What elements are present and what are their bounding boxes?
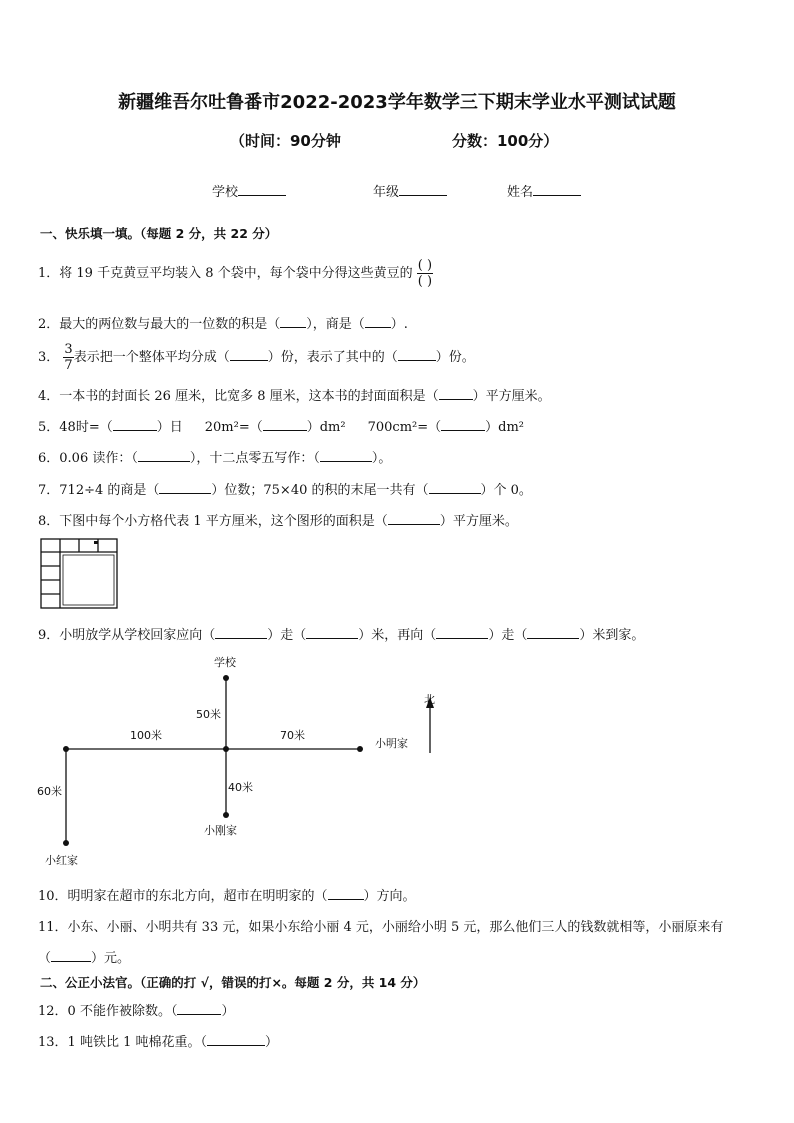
exam-score: 分数：100分） <box>452 132 559 150</box>
question-1 <box>38 258 433 289</box>
answer-blank[interactable] <box>177 1003 221 1015</box>
question-8 <box>38 510 518 529</box>
crossing-point <box>223 746 229 752</box>
answer-blank[interactable] <box>159 482 211 494</box>
question-3-text-c: ）份。 <box>435 350 475 365</box>
question-9-text-b: ）走（ <box>267 628 307 643</box>
question-5-text-a: 5．48时=（ <box>38 420 113 435</box>
area-grid-figure <box>40 538 120 610</box>
question-5-text-c: 20m²=（ <box>204 420 263 435</box>
question-5 <box>38 416 524 435</box>
question-6-text-c: ）。 <box>371 451 392 466</box>
answer-blank[interactable] <box>388 513 440 525</box>
question-5-text-d: ）dm² <box>306 420 346 435</box>
school-point <box>223 675 229 681</box>
question-4-text-a: 4．一本书的封面长 26 厘米，比宽多 8 厘米，这本书的封面面积是（ <box>38 389 439 404</box>
xiaogang-home-point <box>223 812 229 818</box>
school-label: 学校 <box>212 185 239 200</box>
section-2-heading: 二、公正小法官。（正确的打 √，错误的打×。每题 2 分，共 14 分） <box>40 975 426 990</box>
answer-blank[interactable] <box>328 888 364 900</box>
question-8-text-a: 8．下图中每个小方格代表 1 平方厘米，这个图形的面积是（ <box>38 514 388 529</box>
question-10 <box>38 885 416 904</box>
question-10-text-b: ）方向。 <box>363 889 416 904</box>
question-7 <box>38 479 532 498</box>
corner-point <box>63 746 69 752</box>
name-label: 姓名 <box>507 185 534 200</box>
answer-blank[interactable] <box>215 627 267 639</box>
answer-blank[interactable] <box>365 316 391 328</box>
fraction-numerator: ( ) <box>417 258 433 273</box>
answer-blank[interactable] <box>436 627 488 639</box>
question-3-number: 3． <box>38 350 60 365</box>
question-13-text-b: ） <box>264 1035 278 1050</box>
question-2-text-c: ）. <box>390 317 408 332</box>
xiaogang-home-label: 小刚家 <box>204 824 237 837</box>
answer-blank[interactable] <box>439 388 473 400</box>
question-3-text-a: 表示把一个整体平均分成（ <box>73 350 230 365</box>
distance-50m: 50米 <box>196 708 221 721</box>
route-map <box>30 650 460 872</box>
question-2-text-b: ），商是（ <box>306 317 365 332</box>
question-1-text: 1．将 19 千克黄豆平均装入 8 个袋中，每个袋中分得这些黄豆的 <box>38 266 413 281</box>
answer-blank[interactable] <box>429 482 481 494</box>
question-2 <box>38 313 408 332</box>
question-4 <box>38 385 551 404</box>
xiaoming-home-point <box>357 746 363 752</box>
exam-time: （时间：90分钟 <box>230 132 341 150</box>
question-11-text: 11．小东、小丽、小明共有 33 元，如果小东给小丽 4 元，小丽给小明 5 元，那么他们三人的钱数就相等，小丽原来有 <box>38 920 724 935</box>
question-13 <box>38 1031 278 1050</box>
question-6-text-a: 6．0.06 读作：（ <box>38 451 138 466</box>
distance-70m: 70米 <box>280 729 305 742</box>
question-3 <box>38 342 475 373</box>
name-blank[interactable] <box>533 184 581 196</box>
distance-100m: 100米 <box>130 729 162 742</box>
question-7-text-c: ）个 0。 <box>480 483 532 498</box>
school-label: 学校 <box>214 656 236 669</box>
question-3-text-b: ）份，表示了其中的（ <box>267 350 398 365</box>
answer-blank[interactable] <box>527 627 579 639</box>
question-11-text-a: （ <box>38 951 52 966</box>
north-label: 北 <box>424 693 435 706</box>
distance-40m: 40米 <box>228 781 253 794</box>
xiaohong-home-point <box>63 840 69 846</box>
question-9-text-c: ）米，再向（ <box>358 628 437 643</box>
question-9-text-e: ）米到家。 <box>579 628 645 643</box>
question-6-text-b: ），十二点零五写作：（ <box>189 451 320 466</box>
answer-blank[interactable] <box>398 349 436 361</box>
question-2-text-a: 2．最大的两位数与最大的一位数的积是（ <box>38 317 281 332</box>
question-1-fraction[interactable] <box>417 258 433 289</box>
grade-field <box>373 181 447 200</box>
fraction-denominator: 7 <box>64 358 73 373</box>
question-7-text-a: 7．712÷4 的商是（ <box>38 483 160 498</box>
grade-blank[interactable] <box>399 184 447 196</box>
grade-label: 年级 <box>373 185 400 200</box>
answer-blank[interactable] <box>51 950 91 962</box>
question-12 <box>38 1000 234 1019</box>
answer-blank[interactable] <box>113 419 157 431</box>
school-blank[interactable] <box>238 184 286 196</box>
large-square <box>63 555 114 605</box>
question-5-text-b: ）日 <box>156 420 183 435</box>
answer-blank[interactable] <box>306 627 358 639</box>
question-5-text-e: 700cm²=（ <box>367 420 442 435</box>
xiaoming-home-label: 小明家 <box>375 737 408 750</box>
question-9-text-d: ）走（ <box>488 628 528 643</box>
question-12-text-a: 12．0 不能作被除数。（ <box>38 1004 178 1019</box>
question-13-text-a: 13．1 吨铁比 1 吨棉花重。（ <box>38 1035 207 1050</box>
question-5-text-f: ）dm² <box>485 420 524 435</box>
answer-blank[interactable] <box>280 316 306 328</box>
answer-blank[interactable] <box>207 1034 265 1046</box>
xiaohong-home-label: 小红家 <box>45 854 78 867</box>
question-3-fraction <box>63 342 73 373</box>
question-9-text-a: 9．小明放学从学校回家应向（ <box>38 628 216 643</box>
school-field <box>212 181 286 200</box>
question-6 <box>38 447 391 466</box>
answer-blank[interactable] <box>138 450 190 462</box>
question-8-text-b: ）平方厘米。 <box>439 514 518 529</box>
question-11 <box>38 916 723 935</box>
question-7-text-b: ）位数；75×40 的积的末尾一共有（ <box>211 483 429 498</box>
question-10-text-a: 10．明明家在超市的东北方向，超市在明明家的（ <box>38 889 328 904</box>
question-9 <box>38 624 644 643</box>
answer-blank[interactable] <box>441 419 485 431</box>
answer-blank[interactable] <box>263 419 307 431</box>
exam-title: 新疆维吾尔吐鲁番市2022-2023学年数学三下期末学业水平测试试题 <box>118 92 676 113</box>
fraction-numerator: 3 <box>64 342 73 357</box>
question-4-text-b: ）平方厘米。 <box>472 389 551 404</box>
question-11-text-b: ）元。 <box>91 951 131 966</box>
fraction-denominator: ( ) <box>417 274 433 289</box>
name-field <box>507 181 581 200</box>
distance-60m: 60米 <box>37 785 62 798</box>
question-11-continued <box>38 947 130 966</box>
section-1-heading: 一、快乐填一填。（每题 2 分，共 22 分） <box>40 226 278 241</box>
question-12-text-b: ） <box>221 1004 235 1019</box>
answer-blank[interactable] <box>320 450 372 462</box>
answer-blank[interactable] <box>230 349 268 361</box>
